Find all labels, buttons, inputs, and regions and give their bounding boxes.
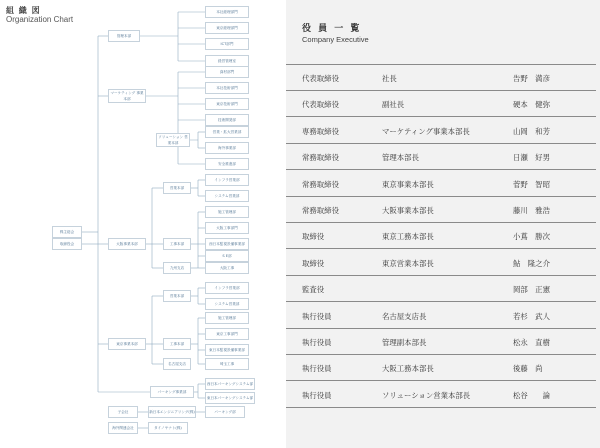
- org-box-tokyo-koji: 工事本部: [163, 338, 191, 350]
- org-box-dept: 東京経理部門: [205, 22, 249, 34]
- org-box-board-of-directors: 取締役会: [52, 238, 82, 250]
- executive-position: 東京事業本部長: [382, 179, 434, 189]
- executive-position: 管理本部長: [382, 153, 419, 163]
- org-box-dept: 大阪工事部門: [205, 222, 249, 234]
- executive-position: 大阪工務本部長: [382, 364, 434, 374]
- org-box-dept: 東京技術部門: [205, 98, 249, 110]
- org-box-dept: 本社経理部門: [205, 6, 249, 18]
- org-box-dept: 西日本監視設備事業部: [205, 238, 249, 250]
- org-box-solution-honbu: ソリューション 営業本部: [156, 133, 190, 147]
- org-box-dept: 西日本パーキングシステム部: [205, 378, 255, 390]
- executive-role: 監査役: [302, 285, 325, 295]
- executive-position: 東京工務本部長: [382, 232, 434, 242]
- executive-position: ソリューション営業本部長: [382, 390, 471, 400]
- org-box-dept: 東日本監視設備事業部: [205, 344, 249, 356]
- org-box-osaka-honbu: 大阪事業本部: [108, 238, 146, 250]
- executive-name: 日瀬 好男: [513, 153, 550, 163]
- page-title: 組 織 図: [6, 6, 41, 15]
- org-box-osaka-eigyo: 営業本部: [163, 182, 191, 194]
- executive-row: [286, 65, 596, 91]
- page-subtitle: Organization Chart: [6, 15, 74, 24]
- executive-row: [286, 171, 596, 197]
- executive-name: 岡部 正憲: [513, 285, 550, 295]
- org-box-kyushu: 九州支店: [163, 262, 191, 274]
- executive-role: 専務取締役: [302, 126, 339, 136]
- executive-row: [286, 329, 596, 355]
- org-box-dept: 東京工事部門: [205, 328, 249, 340]
- org-box-dept: 営業・拡大営業部: [205, 126, 249, 138]
- org-box-dept: 東日本パーキングシステム部: [205, 392, 255, 404]
- org-chart: [0, 0, 280, 448]
- org-box-dept: 本社技術部門: [205, 82, 249, 94]
- executive-position: 大阪事業本部長: [382, 206, 434, 215]
- executive-position: マーケティング事業本部長: [382, 126, 470, 136]
- org-box-dept: インフラ営業部: [205, 174, 249, 186]
- executive-row: [286, 382, 596, 408]
- executive-role: 常務取締役: [302, 206, 339, 215]
- executive-name: 松永 直樹: [513, 338, 550, 347]
- executive-row: [286, 118, 596, 144]
- org-box-dept: システム営業部: [205, 298, 249, 310]
- executive-name: 若杉 武人: [513, 311, 550, 321]
- org-box-kanri-honbu: 管理本部: [108, 30, 140, 42]
- executive-role: 代表取締役: [302, 74, 339, 83]
- executive-role: 執行役員: [302, 338, 332, 347]
- executive-row: [286, 223, 596, 249]
- org-box-tokyo-eigyo: 営業本部: [163, 290, 191, 302]
- org-box-dept: 埼玉工事: [205, 358, 249, 370]
- executive-row: [286, 250, 596, 276]
- executive-role: 代表取締役: [302, 100, 339, 110]
- executive-role: 常務取締役: [302, 153, 339, 163]
- executive-row: [286, 303, 596, 329]
- org-box-dept: ICT部門: [205, 38, 249, 50]
- executive-name: 菅野 智昭: [513, 179, 550, 189]
- executive-row: [286, 197, 596, 223]
- executive-title: 役 員 一 覧: [302, 24, 362, 34]
- executive-role: 執行役員: [302, 390, 332, 400]
- org-box-nagoya: 名古屋支店: [163, 358, 191, 370]
- executive-name: 後藤 尚: [513, 364, 543, 374]
- org-box-dept: 大阪工事: [205, 262, 249, 274]
- org-box-marketing-honbu: マーケティング 事業本部: [108, 89, 146, 103]
- org-box-dept: 施工管理部: [205, 312, 249, 324]
- org-box-dept: 技術開発部: [205, 114, 249, 126]
- org-box-dept: 施工管理部: [205, 206, 249, 218]
- org-box-overseas: タイノヤナト(株): [148, 422, 188, 434]
- executive-row: [286, 355, 596, 381]
- org-box-subsidiary-label: 子会社: [108, 406, 138, 418]
- executive-name: 小蔦 勝次: [513, 232, 550, 242]
- executive-row: [286, 276, 596, 302]
- executive-role: 執行役員: [302, 311, 332, 321]
- executive-position: 東京営業本部長: [382, 258, 434, 268]
- org-box-osaka-koji: 工事本部: [163, 238, 191, 250]
- org-box-parking: パーキング事業部: [150, 386, 194, 398]
- executive-row: [286, 91, 596, 117]
- org-box-dept: 資材部門: [205, 66, 249, 78]
- executive-name: 硬本 健弥: [513, 100, 550, 110]
- org-box-dept: システム営業部: [205, 190, 249, 202]
- executive-position: 社長: [382, 74, 397, 83]
- executive-position: 管理副本部長: [382, 338, 427, 347]
- org-box-subsidiary: 新日本エンジニアリング(株): [148, 406, 196, 418]
- org-box-shareholders-meeting: 株主総会: [52, 226, 82, 238]
- executive-subtitle: Company Executive: [302, 35, 369, 44]
- executive-role: 執行役員: [302, 364, 332, 374]
- executive-name: 告野 満彦: [513, 74, 550, 83]
- executive-position: 名古屋支店長: [382, 311, 427, 321]
- executive-role: 取締役: [302, 232, 325, 242]
- org-box-anzen: 安全推進部: [205, 158, 249, 170]
- org-box-overseas-label: 海外関連会社: [108, 422, 138, 434]
- executive-position: 副社長: [382, 100, 405, 110]
- org-box-dept: インフラ営業部: [205, 282, 249, 294]
- org-box-subsidiary-dept: パーキング部: [205, 406, 245, 418]
- executive-name: 山岡 和芳: [513, 126, 550, 136]
- org-box-tokyo-honbu: 東京事業本部: [108, 338, 146, 350]
- org-box-dept: 海外事業部: [205, 142, 249, 154]
- executive-name: 松谷 論: [513, 390, 550, 400]
- executive-role: 取締役: [302, 258, 325, 268]
- executive-panel: [286, 0, 600, 448]
- executive-row: [286, 144, 596, 170]
- executive-name: 藤川 雅浩: [513, 206, 550, 215]
- executive-role: 常務取締役: [302, 179, 339, 189]
- executive-name: 鮎 隆之介: [513, 258, 550, 268]
- org-box-dept: S E部: [205, 250, 249, 262]
- org-box-dept: 経営管理室: [205, 55, 249, 67]
